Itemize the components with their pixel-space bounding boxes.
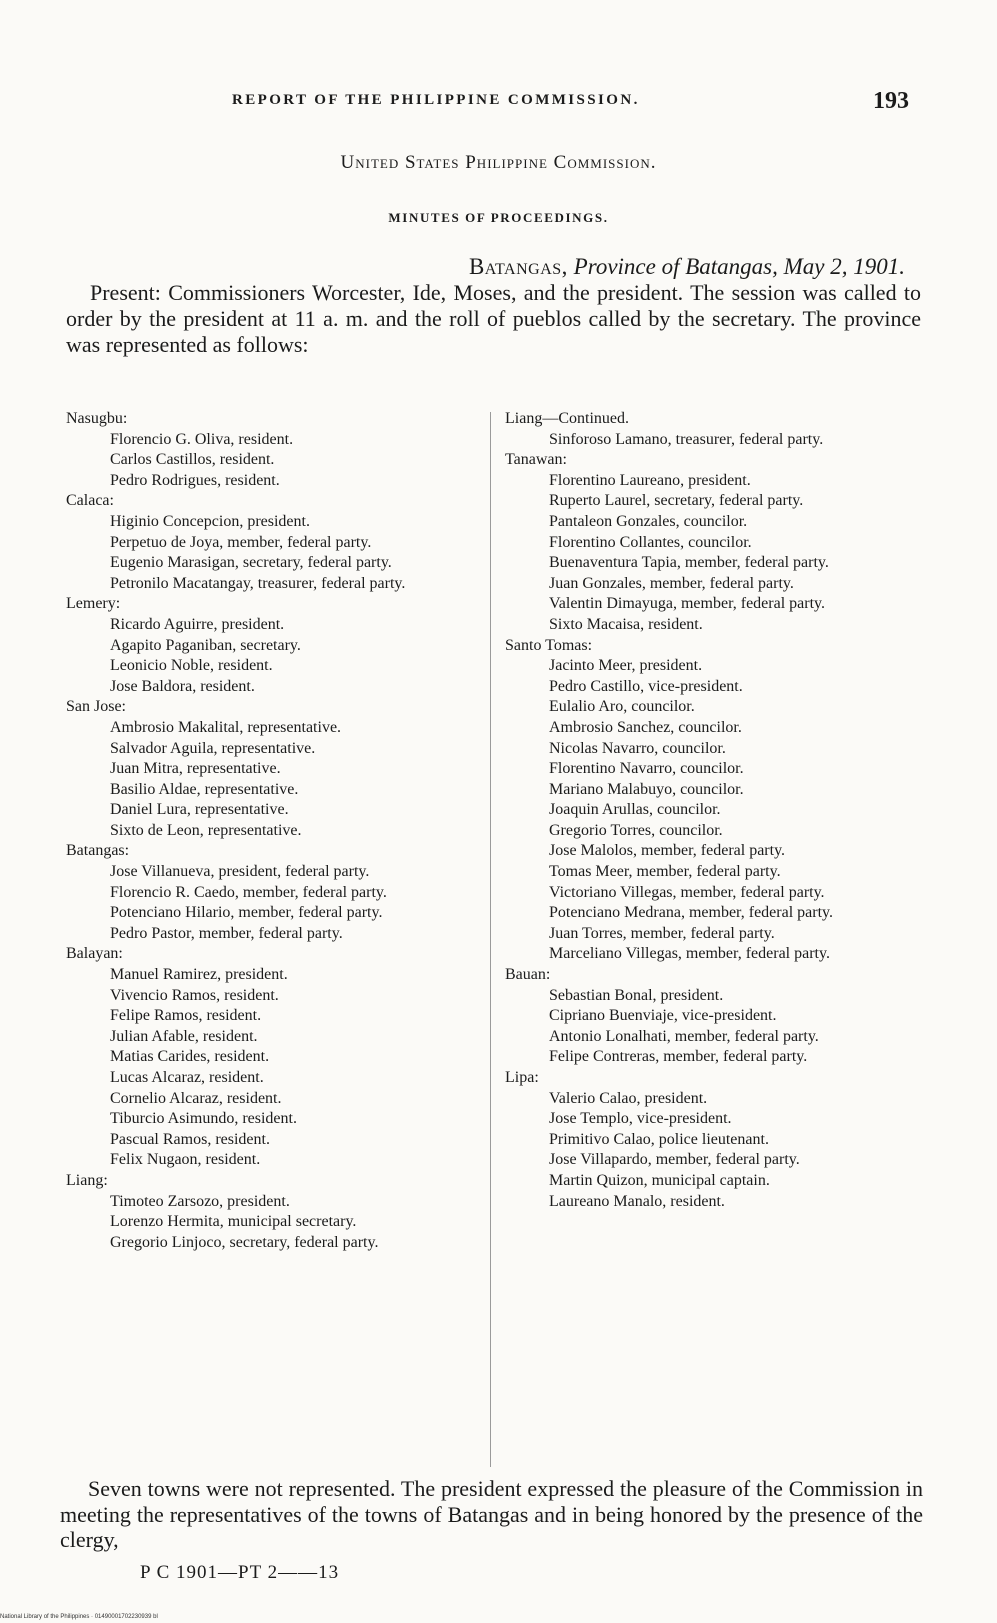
running-header — [0, 88, 997, 118]
intro-paragraph: Present: Commissioners Worcester, Ide, Moses, and the president. The session was called to order by the president at 11 a. m. and the roll of pueblos called by the secretary. The province was represented as follows: — [66, 280, 921, 357]
dateline-place: Batangas, — [468, 254, 568, 279]
intro-section — [66, 280, 921, 358]
footer-credit: National Library of the Philippines · 01490001702230939 bl — [0, 1614, 158, 1620]
delegate-entry: Perpetuo de Joya, member, federal party. — [110, 533, 372, 551]
delegate-entry: Agapito Paganiban, secretary. — [110, 636, 301, 654]
delegate-entry: Pedro Castillo, vice-president. — [549, 677, 743, 695]
delegate-entry: Jose Malolos, member, federal party. — [549, 842, 786, 860]
delegate-entry: Laureano Manalo, resident. — [549, 1192, 725, 1210]
delegate-entry: Pedro Pastor, member, federal party. — [110, 924, 343, 942]
delegate-entry: Primitivo Calao, police lieutenant. — [549, 1130, 769, 1148]
delegate-entry: Petronilo Macatangay, treasurer, federal party. — [110, 574, 406, 592]
delegate-entry: Sixto de Leon, representative. — [110, 821, 302, 839]
delegate-entry: Eugenio Marasigan, secretary, federal party. — [110, 554, 392, 572]
delegate-entry: Pedro Rodrigues, resident. — [110, 471, 280, 489]
town-name: Batangas: — [66, 842, 130, 860]
town-name: Liang—Continued. — [505, 410, 629, 427]
dateline — [469, 254, 905, 280]
closing-section — [60, 1476, 923, 1553]
delegate-entry: Florencio R. Caedo, member, federal party. — [110, 883, 387, 901]
delegate-entry: Timoteo Zarsozo, president. — [110, 1192, 290, 1210]
town-name: Liang: — [66, 1171, 108, 1189]
delegate-entry: Matias Carides, resident. — [110, 1048, 270, 1066]
town-name: San Jose: — [66, 698, 126, 716]
running-title: REPORT OF THE PHILIPPINE COMMISSION. — [232, 92, 640, 108]
delegate-entry: Gregorio Linjoco, secretary, federal party. — [110, 1233, 379, 1251]
delegate-entry: Lorenzo Hermita, municipal secretary. — [110, 1213, 357, 1231]
delegate-entry: Marceliano Villegas, member, federal party. — [549, 945, 830, 963]
delegate-entry: Jose Templo, vice-president. — [549, 1110, 732, 1128]
delegate-entry: Eulalio Aro, councilor. — [549, 698, 695, 716]
delegate-entry: Basilio Aldae, representative. — [110, 780, 299, 798]
delegate-entry: Florentino Laureano, president. — [549, 471, 751, 489]
delegate-entry: Julian Afable, resident. — [110, 1027, 258, 1045]
delegate-entry: Victoriano Villegas, member, federal party. — [549, 883, 825, 901]
delegate-entry: Felix Nugaon, resident. — [110, 1151, 261, 1169]
delegate-entry: Juan Mitra, representative. — [110, 760, 281, 778]
delegate-entry: Valerio Calao, president. — [549, 1089, 708, 1107]
delegate-entry: Daniel Lura, representative. — [110, 801, 289, 819]
commission-heading: United States Philippine Commission. — [340, 152, 657, 173]
delegate-entry: Nicolas Navarro, councilor. — [549, 739, 726, 757]
town-name: Calaca: — [66, 492, 114, 510]
delegate-entry: Pascual Ramos, resident. — [110, 1130, 270, 1148]
town-name: Santo Tomas: — [505, 636, 593, 654]
delegate-entry: Vivencio Ramos, resident. — [110, 986, 279, 1004]
town-name: Lipa: — [505, 1069, 539, 1086]
delegate-entry: Ricardo Aguirre, president. — [110, 615, 285, 633]
delegate-entry: Jose Villanueva, president, federal party. — [110, 863, 370, 881]
delegate-entry: Cipriano Buenviaje, vice-president. — [549, 1007, 777, 1025]
delegate-entry: Ambrosio Sanchez, councilor. — [549, 718, 742, 736]
roll-column-right — [505, 409, 917, 1212]
delegate-entry: Lucas Alcaraz, resident. — [110, 1069, 264, 1086]
delegate-entry: Joaquin Arullas, councilor. — [549, 801, 721, 819]
delegate-entry: Buenaventura Tapia, member, federal party. — [549, 554, 829, 572]
delegate-entry: Potenciano Hilario, member, federal party. — [110, 904, 383, 922]
delegate-entry: Higinio Concepcion, president. — [110, 512, 310, 530]
delegate-entry: Juan Gonzales, member, federal party. — [549, 574, 794, 592]
delegate-entry: Jose Baldora, resident. — [110, 677, 255, 695]
dateline-province: Province of Batangas, — [573, 254, 778, 279]
delegate-entry: Potenciano Medrana, member, federal party. — [549, 904, 833, 922]
town-name: Tanawan: — [505, 451, 567, 469]
delegate-entry: Felipe Contreras, member, federal party. — [549, 1048, 808, 1066]
delegate-entry: Sixto Macaisa, resident. — [549, 615, 703, 633]
delegate-entry: Sebastian Bonal, president. — [549, 986, 724, 1004]
delegate-entry: Pantaleon Gonzales, councilor. — [549, 512, 748, 530]
town-name: Balayan: — [66, 945, 123, 963]
delegate-entry: Manuel Ramirez, president. — [110, 966, 288, 984]
town-name: Nasugbu: — [66, 410, 128, 427]
delegate-entry: Florentino Collantes, councilor. — [549, 533, 752, 551]
signature-mark: P C 1901—PT 2——13 — [140, 1562, 340, 1583]
closing-paragraph: Seven towns were not represented. The president expressed the pleasure of the Commission in meeting the representatives of the towns of Batangas and in being honored by the presence of the clergy, — [60, 1476, 923, 1552]
delegate-entry: Cornelio Alcaraz, resident. — [110, 1089, 282, 1107]
delegate-entry: Ruperto Laurel, secretary, federal party. — [549, 492, 804, 510]
delegate-entry: Martin Quizon, municipal captain. — [549, 1171, 770, 1189]
delegate-entry: Antonio Lonalhati, member, federal party. — [549, 1027, 819, 1045]
delegate-entry: Tiburcio Asimundo, resident. — [110, 1110, 297, 1128]
delegate-entry: Jacinto Meer, president. — [549, 657, 703, 675]
delegate-entry: Mariano Malabuyo, councilor. — [549, 780, 744, 798]
delegate-entry: Carlos Castillos, resident. — [110, 451, 275, 469]
town-name: Bauan: — [505, 966, 551, 984]
delegate-entry: Florentino Navarro, councilor. — [549, 760, 744, 778]
delegate-entry: Leonicio Noble, resident. — [110, 657, 273, 675]
delegate-entry: Felipe Ramos, resident. — [110, 1007, 262, 1025]
page-number: 193 — [873, 88, 909, 114]
delegate-entry: Salvador Aguila, representative. — [110, 739, 316, 757]
delegate-entry: Florencio G. Oliva, resident. — [110, 430, 294, 448]
delegate-entry: Sinforoso Lamano, treasurer, federal party. — [549, 430, 824, 448]
delegate-entry: Ambrosio Makalital, representative. — [110, 718, 342, 736]
town-name: Lemery: — [66, 595, 121, 613]
dateline-date: May 2, 1901. — [783, 254, 905, 279]
delegate-entry: Valentin Dimayuga, member, federal party. — [549, 595, 825, 613]
delegate-entry: Juan Torres, member, federal party. — [549, 924, 775, 942]
column-divider — [490, 412, 491, 1467]
delegate-entry: Gregorio Torres, councilor. — [549, 821, 723, 839]
delegate-entry: Tomas Meer, member, federal party. — [549, 863, 781, 881]
minutes-heading: MINUTES OF PROCEEDINGS. — [388, 210, 609, 225]
roll-column-left — [66, 409, 478, 1253]
delegate-entry: Jose Villapardo, member, federal party. — [549, 1151, 800, 1169]
